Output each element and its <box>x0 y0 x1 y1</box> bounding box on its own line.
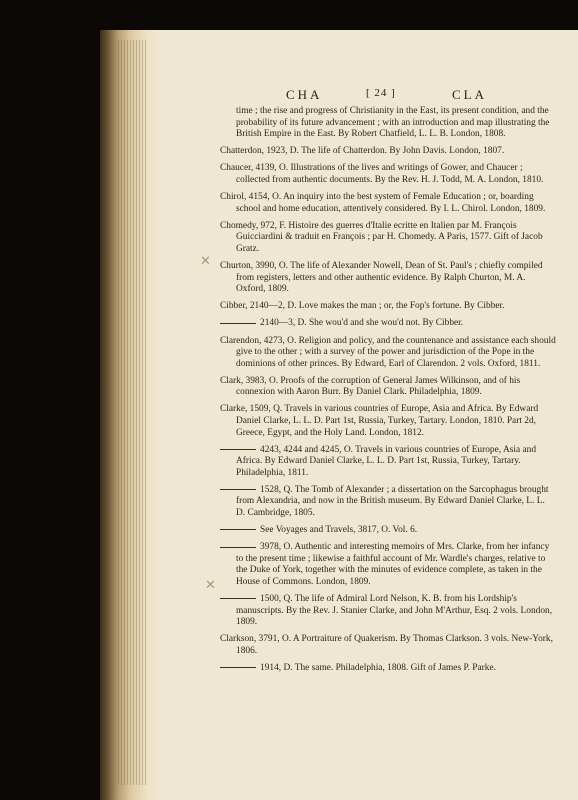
catalogue-entry <box>220 376 556 399</box>
ditto-dash <box>220 547 256 548</box>
catalogue-entry <box>220 445 556 480</box>
entry-text: time ; the rise and progress of Christianity in the East, its present condition, and the probability of its future advancement ; with an introduction and map illustrating the British Empire in the East. By Robert Chatfield, L. L. B. London, 1808. <box>236 106 550 140</box>
catalogue-entry <box>220 663 556 675</box>
catalogue-entry <box>220 634 556 657</box>
ditto-dash <box>220 667 256 668</box>
catalogue-entry <box>220 318 556 330</box>
catalogue-entry <box>220 542 556 588</box>
entry-text: Chomedy, 972, F. Histoire des guerres d'Italie ecritte en Italien par M. François Guicciardini & traduit en François ; par H. Chomedy. A Paris, 1577. Gift of Jacob Gratz. <box>220 220 543 254</box>
ditto-dash <box>220 529 256 530</box>
catalogue-entry <box>220 221 556 256</box>
header-right: CLA <box>452 87 487 102</box>
catalogue-entries <box>220 106 556 680</box>
entry-text: Chaucer, 4139, O. Illustrations of the lives and writings of Gower, and Chaucer ; collected from authentic documents. By the Rev. H. J. Todd, M. A. London, 1810. <box>220 163 544 185</box>
entry-text: 1500, Q. The life of Admiral Lord Nelson, K. B. from his Lordship's manuscripts. By the Rev. J. Stanier Clarke, and John M'Arthur, Esq. 2 vols. London, 1809. <box>236 594 553 628</box>
catalogue-entry <box>220 485 556 520</box>
entry-text: 3978, O. Authentic and interesting memoirs of Mrs. Clarke, from her infancy to the present time ; likewise a faithful account of Mr. Wardle's charges, relative to the Duke of York, together with the minutes of evidence complete, as taken in the House of Commons. London, 1809. <box>236 542 550 587</box>
catalogue-entry <box>220 146 556 158</box>
catalogue-entry <box>220 163 556 186</box>
entry-text: 1528, Q. The Tomb of Alexander ; a dissertation on the Sarcophagus brought from Alexandria, and now in the British museum. By Edward Daniel Clarke, L. L. D. Cambridge, 1805. <box>236 484 549 518</box>
header-left: CHA <box>286 87 323 102</box>
running-header <box>0 87 578 103</box>
entry-text: Clark, 3983, O. Proofs of the corruption of General James Wilkinson, and of his connexion with Aaron Burr. By Daniel Clark. Philadelphia, 1809. <box>220 375 521 398</box>
pencil-mark-icon: ✕ <box>200 254 211 269</box>
catalogue-entry <box>220 336 556 371</box>
entry-text: See Voyages and Travels, 3817, O. Vol. 6. <box>260 525 418 536</box>
ditto-dash <box>220 323 256 324</box>
catalogue-entry <box>220 106 556 141</box>
entry-text: 1914, D. The same. Philadelphia, 1808. Gift of James P. Parke. <box>260 662 496 673</box>
catalogue-entry <box>220 594 556 629</box>
entry-text: Chirol, 4154, O. An inquiry into the best system of Female Education ; or, boarding school and home education, attentively considered. By I. L. Chirol. London, 1809. <box>220 192 546 214</box>
entry-text: Clarke, 1509, Q. Travels in various countries of Europe, Asia and Africa. By Edward Daniel Clarke, L. L. D. Part 1st, Russia, Turkey, Tartary. London, 1810. Part 2d, Greece, Egypt, and the Holy Land. London, 1812. <box>220 404 539 438</box>
catalogue-entry <box>220 301 556 313</box>
catalogue-entry <box>220 261 556 296</box>
entry-text: Clarkson, 3791, O. A Portraiture of Quakerism. By Thomas Clarkson. 3 vols. New-York, 1806. <box>220 634 553 656</box>
pencil-mark-icon: ✕ <box>205 578 216 593</box>
entry-text: 4243, 4244 and 4245, O. Travels in various countries of Europe, Asia and Africa. By Edward Daniel Clarke, L. L. D. Part 1st, Russia, Turkey, Tartary. Philadelphia, 1811. <box>236 444 537 478</box>
entry-text: 2140—3, D. She wou'd and she wou'd not. By Cibber. <box>260 318 464 329</box>
catalogue-entry <box>220 404 556 439</box>
entry-text: Churton, 3990, O. The life of Alexander Nowell, Dean of St. Paul's ; chiefly compiled from registers, letters and other authentic evidence. By Ralph Churton, M. A. Oxford, 1809. <box>220 260 543 295</box>
catalogue-entry <box>220 192 556 215</box>
page-edges <box>118 40 148 785</box>
ditto-dash <box>220 598 256 599</box>
ditto-dash <box>220 449 256 450</box>
entry-text: Clarendon, 4273, O. Religion and policy, and the countenance and assistance each should give to the other ; with a survey of the power and jurisdiction of the Pope in the dominions of other princes. By Edward, Earl of Clarendon. 2 vols. Oxford, 1811. <box>220 335 556 369</box>
entry-text: Cibber, 2140—2, D. Love makes the man ; or, the Fop's fortune. By Cibber. <box>220 301 505 312</box>
page-number: [ 24 ] <box>366 87 396 99</box>
ditto-dash <box>220 489 256 490</box>
entry-text: Chatterdon, 1923, D. The life of Chatterdon. By John Davis. London, 1807. <box>220 146 505 157</box>
catalogue-entry <box>220 525 556 537</box>
